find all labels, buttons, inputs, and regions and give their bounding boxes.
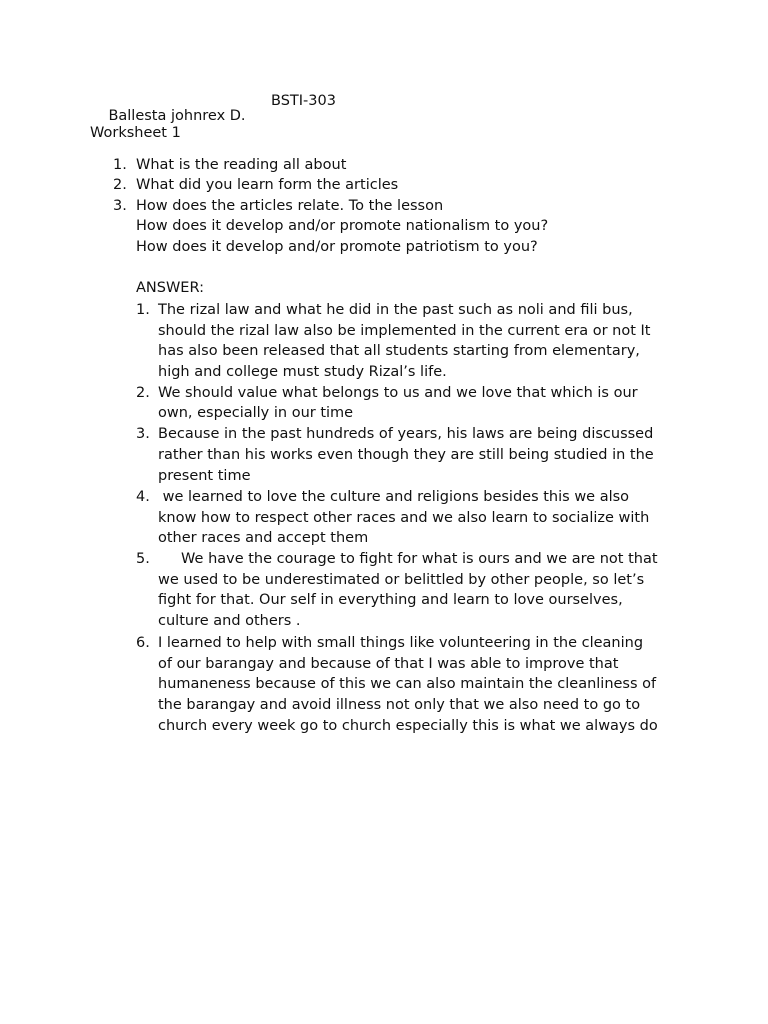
answer-line: We should value what belongs to us and we love that which is our (158, 385, 638, 401)
answer-line: we learned to love the culture and religions besides this we also (158, 489, 630, 505)
sub-question: How does it develop and/or promote nationalism to you? (136, 218, 549, 234)
answer-number: 5. (136, 551, 150, 567)
answer-line: other races and accept them (158, 530, 369, 546)
student-name: Ballesta johnrex D. (108, 107, 246, 124)
answer-line: of our barangay and because of that I was able to improve that (158, 656, 619, 672)
answer-number: 4. (136, 489, 150, 505)
worksheet-title: Worksheet 1 (90, 125, 181, 141)
answer-line: the barangay and avoid illness not only that we also need to go to (158, 697, 641, 713)
answer-number: 2. (136, 385, 150, 401)
answer-line: rather than his works even though they are still being studied in the (158, 447, 654, 463)
answer-line: humaneness because of this we can also maintain the cleanliness of (158, 676, 657, 692)
header-line (90, 93, 336, 152)
answer-line: own, especially in our time (158, 405, 354, 421)
answer-number: 6. (136, 635, 150, 651)
question-text: What is the reading all about (136, 157, 347, 173)
answer-line: church every week go to church especially this is what we always do (158, 718, 658, 734)
answer-line: The rizal law and what he did in the past such as noli and fili bus, (158, 302, 633, 318)
question-number: 3. (113, 198, 127, 214)
answer-line: fight for that. Our self in everything and learn to love ourselves, (158, 592, 623, 608)
sub-question: How does it develop and/or promote patriotism to you? (136, 239, 538, 255)
course-code: BSTI-303 (271, 93, 336, 109)
answer-number: 3. (136, 426, 150, 442)
answer-line: know how to respect other races and we also learn to socialize with (158, 510, 650, 526)
question-number: 1. (113, 157, 127, 173)
answer-line: should the rizal law also be implemented in the current era or not It (158, 323, 651, 339)
answer-line: Because in the past hundreds of years, his laws are being discussed (158, 426, 654, 442)
answer-line: We have the courage to fight for what is ours and we are not that (158, 551, 658, 567)
answer-line: culture and others . (158, 613, 301, 629)
answer-line: we used to be underestimated or belittled by other people, so let’s (158, 572, 645, 588)
answer-line: has also been released that all students starting from elementary, (158, 343, 640, 359)
answer-title: ANSWER: (136, 280, 204, 296)
answer-line: high and college must study Rizal’s life. (158, 364, 447, 380)
question-text: How does the articles relate. To the lesson (136, 198, 444, 214)
answer-line: I learned to help with small things like volunteering in the cleaning (158, 635, 644, 651)
question-number: 2. (113, 177, 127, 193)
answer-number: 1. (136, 302, 150, 318)
answer-line: present time (158, 468, 251, 484)
question-text: What did you learn form the articles (136, 177, 399, 193)
